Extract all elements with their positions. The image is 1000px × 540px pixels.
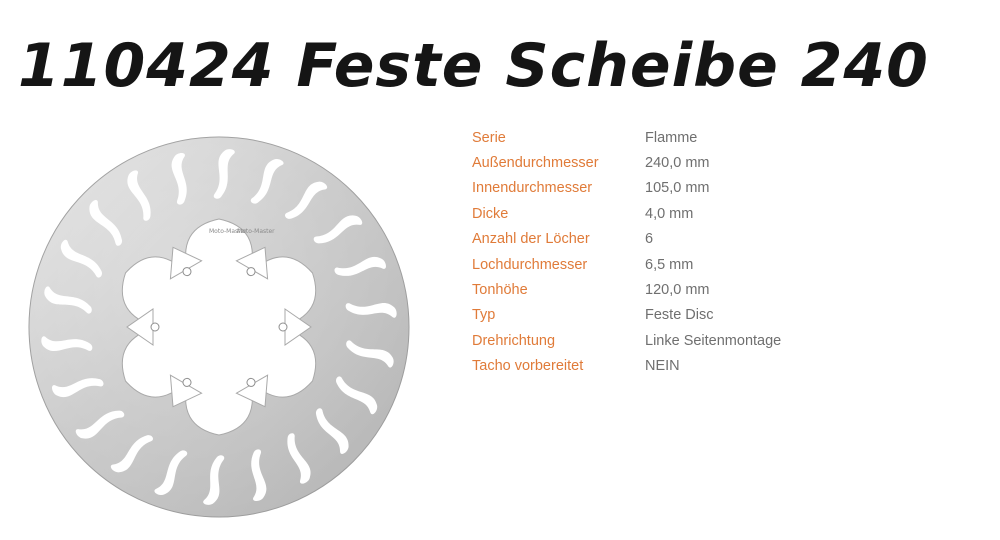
bolt-hole <box>151 323 159 331</box>
product-image <box>26 122 426 538</box>
spec-row <box>472 303 781 328</box>
spec-row <box>472 201 781 226</box>
spec-row <box>472 150 781 175</box>
spec-label: Tonhöhe <box>472 282 528 299</box>
page-title: 110424 Feste Scheibe 240 <box>18 31 929 101</box>
disc-marking: Moto-Master <box>209 228 247 235</box>
spec-label: Lochdurchmesser <box>472 256 588 273</box>
brake-disc-icon <box>26 122 426 538</box>
spec-value: 105,0 mm <box>645 180 710 197</box>
spec-value: Flamme <box>645 129 698 146</box>
spec-value: 4,0 mm <box>645 205 694 222</box>
spec-row <box>472 125 781 150</box>
spec-label: Dicke <box>472 205 509 222</box>
spec-row <box>472 227 781 252</box>
spec-value: 6,5 mm <box>645 256 694 273</box>
spec-value: 120,0 mm <box>645 282 710 299</box>
spec-value: NEIN <box>645 358 680 375</box>
bolt-hole <box>279 323 287 331</box>
spec-value: 6 <box>645 231 654 248</box>
spec-label: Innendurchmesser <box>472 180 593 197</box>
spec-label: Anzahl der Löcher <box>472 231 590 248</box>
spec-label: Drehrichtung <box>472 332 556 349</box>
spec-row <box>472 277 781 302</box>
disc-marking-2: Moto-Master <box>237 228 275 235</box>
spec-value: Feste Disc <box>645 307 714 324</box>
spec-row <box>472 176 781 201</box>
spec-table <box>472 125 781 379</box>
spec-value: 240,0 mm <box>645 155 710 172</box>
spec-row <box>472 252 781 277</box>
spec-label: Serie <box>472 129 506 146</box>
spec-label: Typ <box>472 307 496 324</box>
spec-label: Tacho vorbereitet <box>472 358 584 375</box>
spec-row <box>472 328 781 353</box>
spec-label: Außendurchmesser <box>472 155 599 172</box>
spec-value: Linke Seitenmontage <box>645 332 782 349</box>
spec-row <box>472 354 781 379</box>
